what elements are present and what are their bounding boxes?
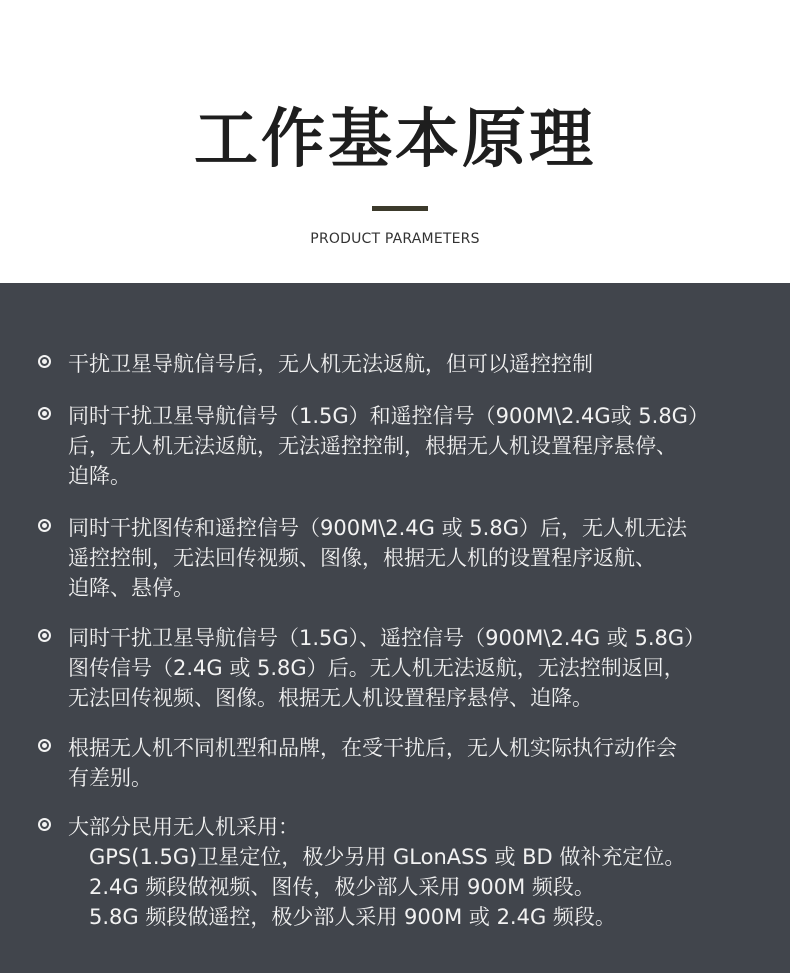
list-item-text bbox=[68, 812, 778, 932]
text-line: 大部分民用无人机采用： bbox=[68, 815, 299, 839]
radio-bullet-icon bbox=[38, 355, 51, 368]
header bbox=[0, 0, 790, 283]
list-item bbox=[38, 733, 778, 793]
text-line: 干扰卫星导航信号后，无人机无法返航，但可以遥控控制 bbox=[68, 352, 593, 376]
text-line: 有差别。 bbox=[68, 766, 152, 790]
list-item bbox=[38, 513, 778, 603]
page-subtitle: PRODUCT PARAMETERS bbox=[310, 231, 480, 247]
text-line: 同时干扰图传和遥控信号（900M\2.4G 或 5.8G）后，无人机无法 bbox=[68, 516, 687, 540]
list-item bbox=[38, 401, 778, 491]
text-line: 根据无人机不同机型和品牌，在受干扰后，无人机实际执行动作会 bbox=[68, 736, 677, 760]
radio-bullet-icon bbox=[38, 629, 51, 642]
text-line: 同时干扰卫星导航信号（1.5G）、遥控信号（900M\2.4G 或 5.8G） bbox=[68, 626, 706, 650]
radio-bullet-icon bbox=[38, 519, 51, 532]
page-title: 工作基本原理 bbox=[194, 103, 596, 177]
list-item bbox=[38, 349, 778, 379]
list-item bbox=[38, 623, 778, 713]
text-line: 遥控控制，无法回传视频、图像，根据无人机的设置程序返航、 bbox=[68, 546, 656, 570]
radio-bullet-icon bbox=[38, 407, 51, 420]
radio-bullet-icon bbox=[38, 739, 51, 752]
text-line: 后，无人机无法返航，无法遥控控制，根据无人机设置程序悬停、 bbox=[68, 434, 677, 458]
radio-bullet-icon bbox=[38, 818, 51, 831]
text-line: 同时干扰卫星导航信号（1.5G）和遥控信号（900M\2.4G或 5.8G） bbox=[68, 404, 709, 428]
text-line: 图传信号（2.4G 或 5.8G）后。无人机无法返航，无法控制返回， bbox=[68, 656, 685, 680]
sub-text-line: GPS(1.5G)卫星定位，极少另用 GLonASS 或 BD 做补充定位。 bbox=[89, 845, 686, 869]
list-item-text bbox=[68, 349, 778, 379]
text-line: 迫降。 bbox=[68, 464, 131, 488]
content-panel bbox=[0, 283, 790, 973]
list-item-text bbox=[68, 733, 778, 793]
sub-text-line: 2.4G 频段做视频、图传，极少部人采用 900M 频段。 bbox=[89, 875, 595, 899]
text-line: 无法回传视频、图像。根据无人机设置程序悬停、迫降。 bbox=[68, 686, 593, 710]
title-underline-bar bbox=[372, 206, 428, 211]
list-item-text bbox=[68, 401, 778, 491]
sub-text-line: 5.8G 频段做遥控，极少部人采用 900M 或 2.4G 频段。 bbox=[89, 905, 616, 929]
list-item bbox=[38, 812, 778, 932]
list-item-text bbox=[68, 513, 778, 603]
list-item-text bbox=[68, 623, 778, 713]
text-line: 迫降、悬停。 bbox=[68, 576, 194, 600]
